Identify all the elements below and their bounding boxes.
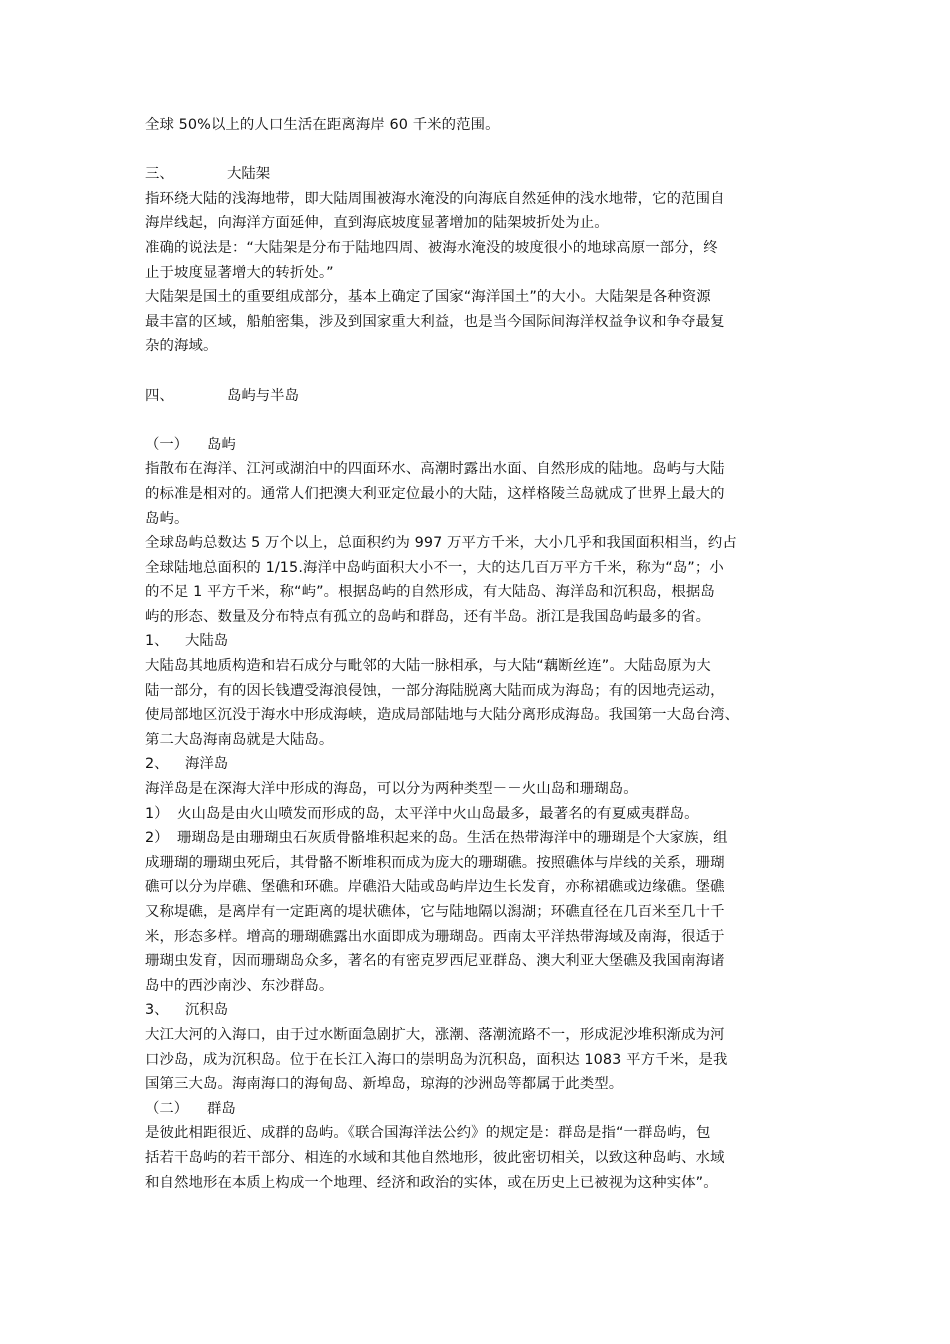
list-item bbox=[145, 826, 815, 851]
subsection-2-heading bbox=[145, 752, 815, 777]
subsection-2-title: 海洋岛 bbox=[185, 756, 229, 773]
paragraph-line: 指散布在海洋、江河或湖泊中的四面环水、高潮时露出水面、自然形成的陆地。岛屿与大陆 bbox=[145, 461, 725, 478]
part-2-heading bbox=[145, 1097, 815, 1122]
paragraph-line: 海岸线起，向海洋方面延伸，直到海底坡度显著增加的陆架坡折处为止。 bbox=[145, 215, 609, 232]
spacer bbox=[145, 359, 815, 384]
section-4-title: 岛屿与半岛 bbox=[227, 387, 299, 404]
section-4-number: 四、 bbox=[145, 387, 174, 404]
paragraph-line: 礁可以分为岸礁、堡礁和环礁。岸礁沿大陆或岛屿岸边生长发育，亦称裙礁或边缘礁。堡礁 bbox=[145, 879, 725, 896]
paragraph-line: 括若干岛屿的若干部分、相连的水域和其他自然地形，彼此密切相关，以致这种岛屿、水域 bbox=[145, 1149, 725, 1166]
paragraph-line: 大江大河的入海口，由于过水断面急剧扩大，涨潮、落潮流路不一，形成泥沙堆积渐成为河 bbox=[145, 1026, 725, 1043]
part-1-number: （一） bbox=[145, 436, 189, 453]
paragraph-line: 岛中的西沙南沙、东沙群岛。 bbox=[145, 977, 334, 994]
document-page bbox=[145, 113, 815, 1195]
paragraph-line: 是彼此相距很近、成群的岛屿。《联合国海洋法公约》的规定是：群岛是指“一群岛屿，包 bbox=[145, 1125, 711, 1142]
paragraph-line: 岛屿。 bbox=[145, 510, 189, 527]
paragraph-line: 珊瑚虫发育，因而珊瑚岛众多，著名的有密克罗西尼亚群岛、澳大利亚大堡礁及我国南海诸 bbox=[145, 953, 725, 970]
paragraph-line: 大陆架是国土的重要组成部分，基本上确定了国家“海洋国土”的大小。大陆架是各种资源 bbox=[145, 289, 711, 306]
paragraph-line: 陆一部分，有的因长钱遭受海浪侵蚀，一部分海陆脱离大陆而成为海岛；有的因地壳运动， bbox=[145, 682, 725, 699]
list-item-number: 2） bbox=[145, 830, 169, 847]
paragraph-line: 全球岛屿总数达 5 万个以上，总面积约为 997 万平方千米，大小几乎和我国面积相当，约占 bbox=[145, 535, 737, 552]
section-3-number: 三、 bbox=[145, 166, 174, 183]
subsection-1-heading bbox=[145, 629, 815, 654]
section-3-title: 大陆架 bbox=[227, 166, 271, 183]
section-4-heading bbox=[145, 384, 815, 409]
subsection-2-number: 2、 bbox=[145, 756, 169, 773]
paragraph-line: 准确的说法是：“大陆架是分布于陆地四周、被海水淹没的坡度很小的地球高原一部分，终 bbox=[145, 239, 718, 256]
list-item bbox=[145, 802, 815, 827]
paragraph-line: 使局部地区沉没于海水中形成海峡，造成局部陆地与大陆分离形成海岛。我国第一大岛台湾、 bbox=[145, 707, 740, 724]
part-2-title: 群岛 bbox=[207, 1100, 236, 1117]
paragraph-line: 杂的海域。 bbox=[145, 338, 218, 355]
paragraph-line: 指环绕大陆的浅海地带，即大陆周围被海水淹没的向海底自然延伸的浅水地带，它的范围自 bbox=[145, 190, 725, 207]
intro-text: 全球 50%以上的人口生活在距离海岸 60 千米的范围。 bbox=[145, 117, 500, 133]
paragraph-line: 和自然地形在本质上构成一个地理、经济和政治的实体，或在历史上已被视为这种实体”。 bbox=[145, 1174, 718, 1191]
paragraph-line: 最丰富的区域，船舶密集，涉及到国家重大利益，也是当今国际间海洋权益争议和争夺最复 bbox=[145, 313, 725, 330]
part-1-title: 岛屿 bbox=[207, 436, 236, 453]
list-item-text: 珊瑚岛是由珊瑚虫石灰质骨骼堆积起来的岛。生活在热带海洋中的珊瑚是个大家族，组 bbox=[177, 830, 728, 847]
paragraph-line: 海洋岛是在深海大洋中形成的海岛，可以分为两种类型－－火山岛和珊瑚岛。 bbox=[145, 781, 638, 798]
subsection-3-title: 沉积岛 bbox=[185, 1002, 229, 1019]
subsection-3-number: 3、 bbox=[145, 1002, 169, 1019]
spacer bbox=[145, 408, 815, 433]
list-item-number: 1） bbox=[145, 805, 169, 822]
paragraph-line: 又称堤礁，是离岸有一定距离的堤状礁体，它与陆地隔以潟湖；环礁直径在几百米至几十千 bbox=[145, 904, 725, 920]
paragraph-line: 口沙岛，成为沉积岛。位于在长江入海口的崇明岛为沉积岛，面积达 1083 平方千米，是我 bbox=[145, 1051, 728, 1068]
paragraph-line: 的标准是相对的。通常人们把澳大利亚定位最小的大陆，这样格陵兰岛就成了世界上最大的 bbox=[145, 485, 725, 502]
part-2-number: （二） bbox=[145, 1100, 189, 1117]
list-item-text: 火山岛是由火山喷发而形成的岛，太平洋中火山岛最多，最著名的有夏威夷群岛。 bbox=[177, 805, 699, 822]
paragraph-line: 止于坡度显著增大的转折处。” bbox=[145, 264, 334, 281]
paragraph-line: 国第三大岛。海南海口的海甸岛、新埠岛，琼海的沙洲岛等都属于此类型。 bbox=[145, 1076, 624, 1093]
section-3-heading bbox=[145, 162, 815, 187]
subsection-1-number: 1、 bbox=[145, 633, 169, 650]
spacer bbox=[145, 138, 815, 163]
paragraph-line: 米，形态多样。增高的珊瑚礁露出水面即成为珊瑚岛。西南太平洋热带海域及南海，很适于 bbox=[145, 928, 725, 945]
subsection-3-heading bbox=[145, 998, 815, 1023]
paragraph-line: 屿的形态、数量及分布特点有孤立的岛屿和群岛，还有半岛。浙江是我国岛屿最多的省。 bbox=[145, 608, 711, 625]
paragraph-line: 第二大岛海南岛就是大陆岛。 bbox=[145, 731, 334, 748]
paragraph-line: 大陆岛其地质构造和岩石成分与毗邻的大陆一脉相承，与大陆“藕断丝连”。大陆岛原为大 bbox=[145, 658, 711, 675]
paragraph-line: 全球陆地总面积的 1/15.海洋中岛屿面积大小不一，大的达几百万平方千米，称为“岛”；小 bbox=[145, 559, 724, 576]
subsection-1-title: 大陆岛 bbox=[185, 633, 229, 650]
part-1-heading bbox=[145, 433, 815, 458]
paragraph-line: 成珊瑚的珊瑚虫死后，其骨骼不断堆积而成为庞大的珊瑚礁。按照礁体与岸线的关系，珊瑚 bbox=[145, 854, 725, 871]
paragraph-line: 的不足 1 平方千米，称“屿”。根据岛屿的自然形成，有大陆岛、海洋岛和沉积岛，根据岛 bbox=[145, 584, 715, 601]
